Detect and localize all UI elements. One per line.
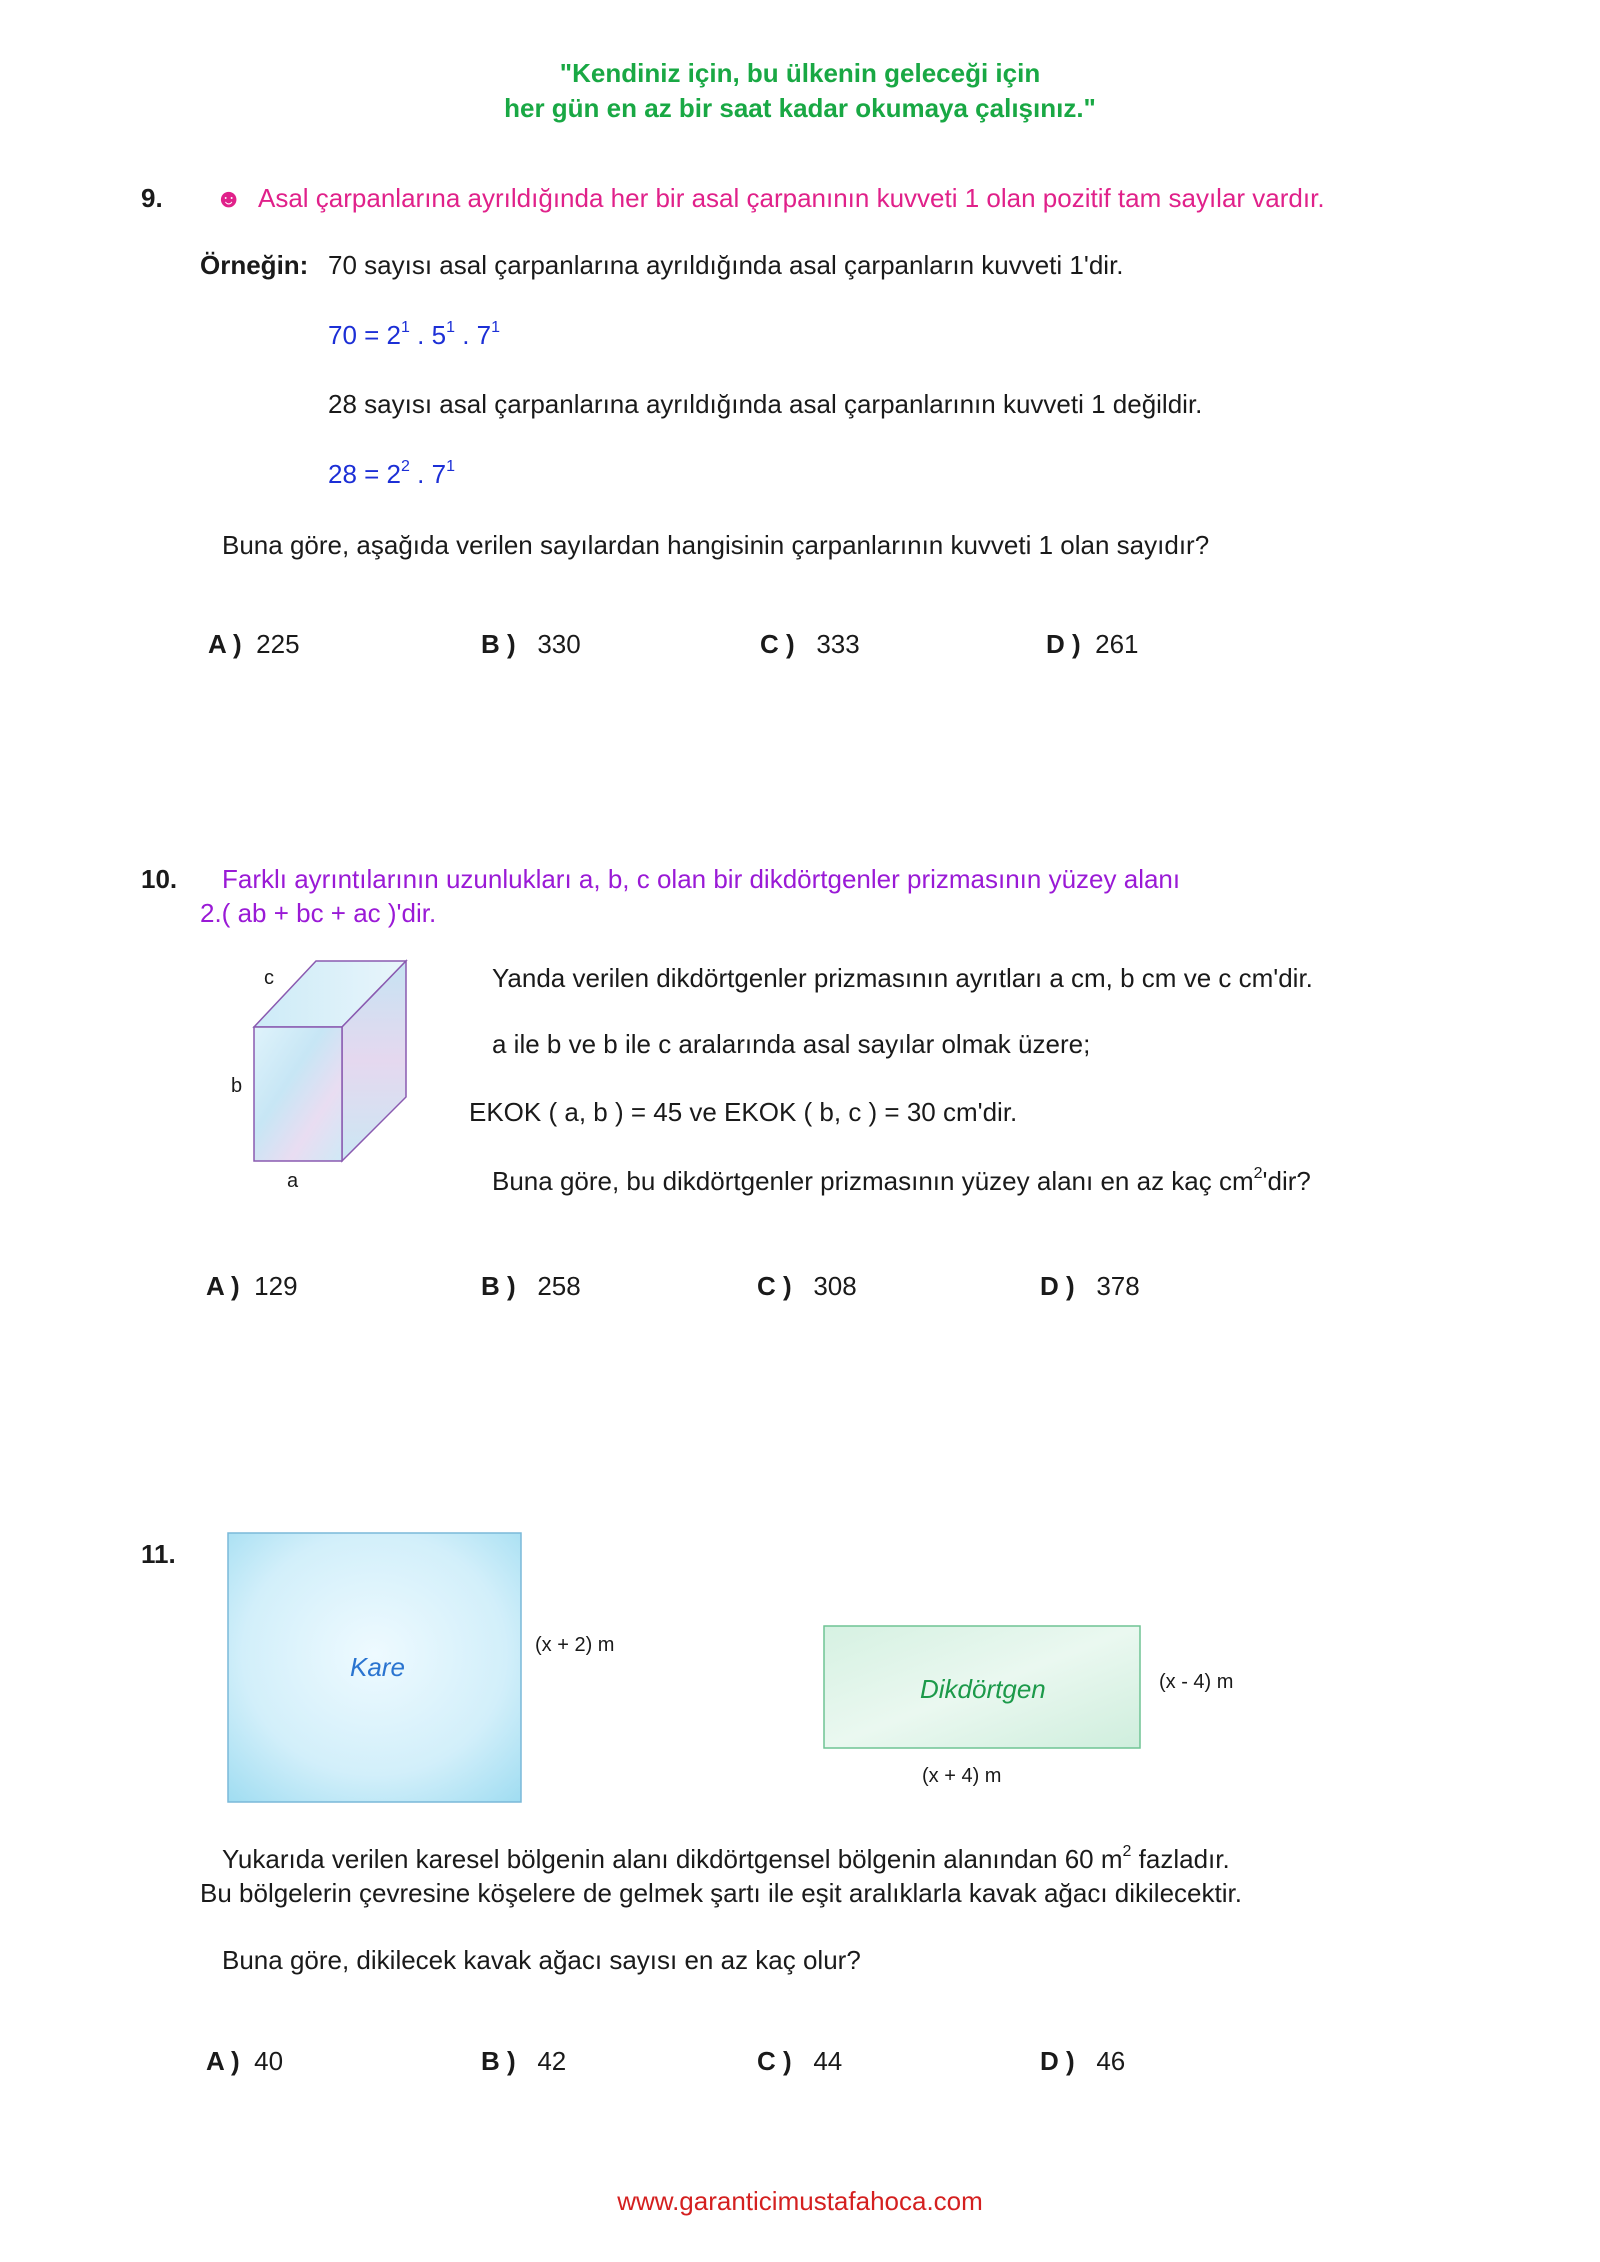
q9-equation-1: $70 = 2^1$ . $5^1$ . $7^1$ <box>328 319 501 350</box>
q9-question: Buna göre, aşağıda verilen sayılardan hangisinin çarpanlarının kuvveti 1 olan sayıdır? <box>222 530 1210 560</box>
prism-label-c: c <box>264 967 274 989</box>
q9-number: 9. <box>141 183 163 213</box>
q9-example-text-2: 28 sayısı asal çarpanlarına ayrıldığında asal çarpanlarının kuvveti 1 değildir. <box>328 389 1203 419</box>
rectangle-height-label: (x - 4) m <box>1159 1671 1234 1693</box>
q9-option-d[interactable]: D ) 261 <box>1046 629 1139 659</box>
rectangle-width-label: (x + 4) m <box>922 1765 1002 1787</box>
q11-number: 11. <box>141 1539 176 1569</box>
q10-text-2: a ile b ve b ile c aralarında asal sayılar olmak üzere; <box>492 1029 1091 1059</box>
rectangle-label: Dikdörtgen <box>920 1674 1046 1704</box>
q9-statement: Asal çarpanlarına ayrıldığında her bir asal çarpanının kuvveti 1 olan pozitif tam sayılar vardır. <box>258 183 1325 213</box>
q9-option-c[interactable]: C ) 333 <box>760 629 860 659</box>
square-side-label: (x + 2) m <box>535 1634 615 1656</box>
footer-url[interactable]: www.garanticimustafahoca.com <box>617 2186 983 2216</box>
q11-option-c[interactable]: C ) 44 <box>757 2046 843 2076</box>
q11-text-2: Bu bölgelerin çevresine köşelere de gelmek şartı ile eşit aralıklarla kavak ağacı dikilecektir. <box>200 1878 1242 1908</box>
q9-bullet-icon: ☻ <box>215 183 243 213</box>
prism-label-b: b <box>231 1075 243 1097</box>
square-label: Kare <box>350 1652 405 1682</box>
q9-equation-2: $28 = 2^2$ . $7^1$ <box>328 458 455 489</box>
q10-option-c[interactable]: C ) 308 <box>757 1271 857 1301</box>
motto-line-1: "Kendiniz için, bu ülkenin geleceği için <box>559 58 1041 88</box>
q10-text-1: Yanda verilen dikdörtgenler prizmasının ayrıtları a cm, b cm ve c cm'dir. <box>492 963 1313 993</box>
q9-example-text-1: 70 sayısı asal çarpanlarına ayrıldığında asal çarpanların kuvveti 1'dir. <box>328 250 1124 280</box>
q10-number: 10. <box>141 864 178 894</box>
motto-line-2: her gün en az bir saat kadar okumaya çalışınız." <box>504 93 1096 123</box>
q11-option-b[interactable]: B ) 42 <box>481 2046 567 2076</box>
prism-label-a: a <box>287 1170 299 1192</box>
q10-option-a[interactable]: A ) 129 <box>206 1271 298 1301</box>
prism-front-face <box>254 1027 342 1161</box>
q11-text-1: Yukarıda verilen karesel bölgenin alanı dikdörtgensel bölgenin alanından 60 $m^2$ fazladır. <box>222 1843 1230 1874</box>
q10-question: Buna göre, bu dikdörtgenler prizmasının yüzey alanı en az kaç $cm^2'dir$? <box>492 1165 1311 1196</box>
q10-option-b[interactable]: B ) 258 <box>481 1271 581 1301</box>
q10-text-3: EKOK ( a, b ) = 45 ve EKOK ( b, c ) = 30 cm'dir. <box>469 1097 1018 1127</box>
q9-example-label: Örneğin: <box>200 250 309 280</box>
q11-question: Buna göre, dikilecek kavak ağacı sayısı en az kaç olur? <box>222 1945 861 1975</box>
q11-option-a[interactable]: A ) 40 <box>206 2046 284 2076</box>
q9-option-a[interactable]: A ) 225 <box>208 629 300 659</box>
q9-option-b[interactable]: B ) 330 <box>481 629 581 659</box>
q10-statement-line-2: 2.( ab + bc + ac )'dir. <box>200 898 437 928</box>
q11-option-d[interactable]: D ) 46 <box>1040 2046 1126 2076</box>
q10-statement-line-1: Farklı ayrıntılarının uzunlukları a, b, c olan bir dikdörtgenler prizmasının yüzey alanı <box>222 864 1181 894</box>
q10-option-d[interactable]: D ) 378 <box>1040 1271 1140 1301</box>
